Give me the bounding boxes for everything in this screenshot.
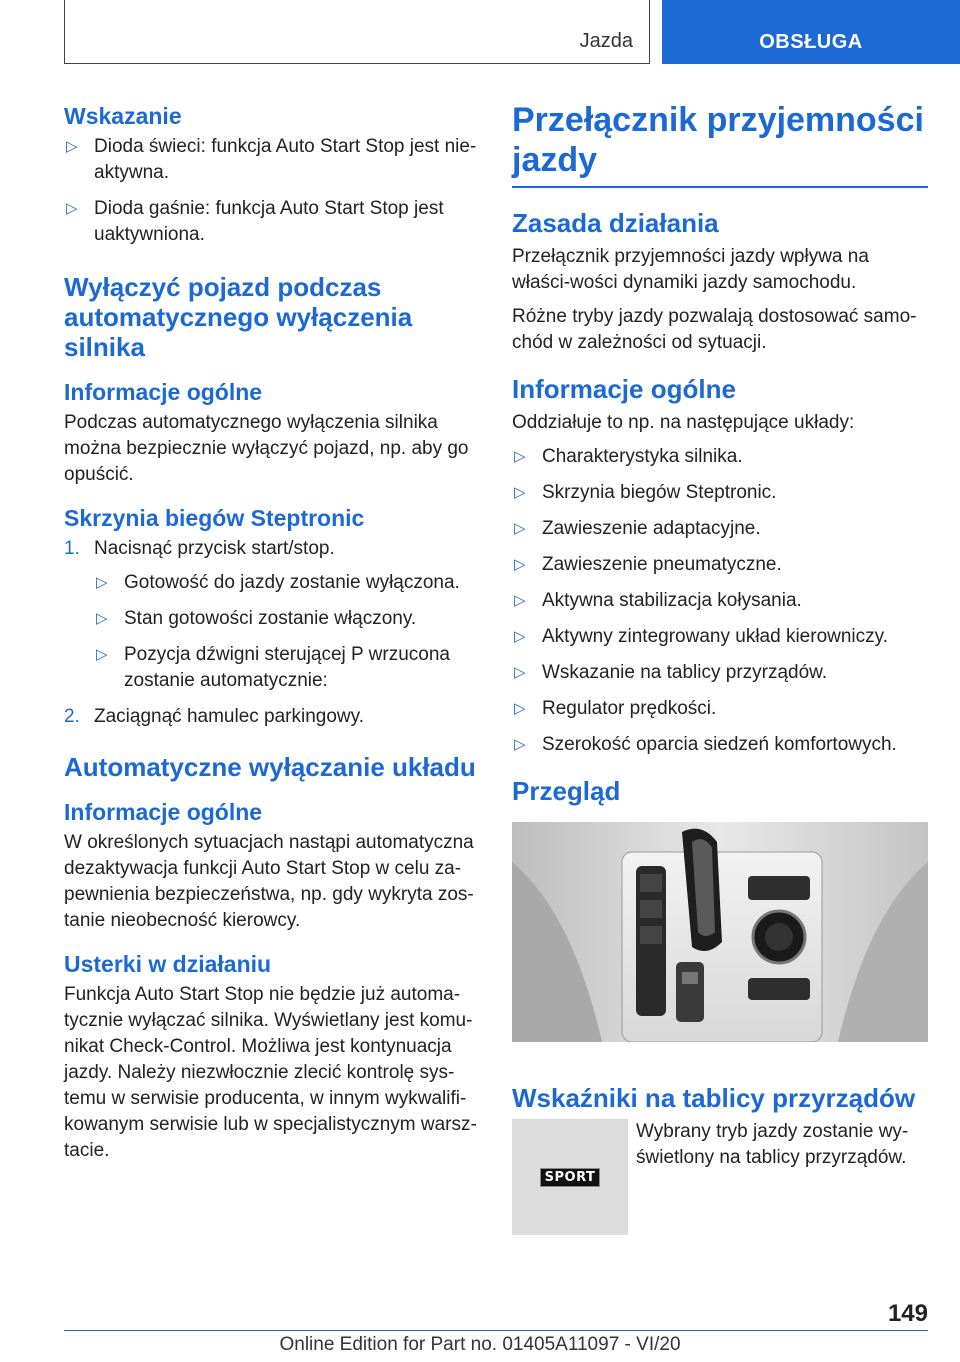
footer-divider: [64, 1330, 928, 1331]
list-item: ▷ Zawieszenie pneumatyczne.: [512, 552, 928, 578]
heading-wskazanie: Wskazanie: [64, 103, 182, 129]
heading-przelacznik: Przełącznik przyjemności jazdy: [512, 100, 928, 188]
paragraph-info-intro: Oddziałuje to np. na następujące układy:: [512, 412, 855, 433]
paragraph-wskazniki: Wybrany tryb jazdy zostanie wy-świetlony na tablicy przyrządów.: [636, 1121, 909, 1168]
left-column: [64, 96, 478, 1172]
heading-zasada-dzialania: Zasada działania: [512, 208, 719, 238]
list-item: ▷ Wskazanie na tablicy przyrządów.: [512, 660, 928, 686]
indicator-image: [512, 1119, 628, 1235]
list-item: ▷ Zawieszenie adaptacyjne.: [512, 516, 928, 542]
heading-przeglad: Przegląd: [512, 776, 621, 806]
heading-automatyczne-wylaczanie: Automatyczne wyłączanie układu: [64, 752, 476, 782]
right-column: [512, 96, 928, 1239]
list-item: ▷ Dioda świeci: funkcja Auto Start Stop jest nie-aktywna.: [64, 134, 478, 186]
list-item: ▷ Pozycja dźwigni sterującej P wrzucona zostanie automatycznie:: [94, 642, 478, 694]
list-item: ▷ Stan gotowości zostanie włączony.: [94, 606, 478, 632]
heading-wskazniki: Wskaźniki na tablicy przyrządów: [512, 1083, 916, 1113]
heading-informacje-ogolne: Informacje ogólne: [512, 374, 736, 404]
step-text: Nacisnąć przycisk start/stop.: [94, 538, 335, 559]
steptronic-steps: [64, 536, 478, 730]
list-item: ▷ Charakterystyka silnika.: [512, 444, 928, 470]
heading-informacje-ogolne: Informacje ogólne: [64, 799, 263, 825]
step-number: 2.: [64, 706, 80, 727]
paragraph-wylaczyc-info: Podczas automatycznego wyłączenia silnika można bezpiecznie wyłączyć pojazd, np. aby go opuścić.: [64, 412, 469, 485]
paragraph-zasada-2: Różne tryby jazdy pozwalają dostosować samo-chód w zależności od sytuacji.: [512, 306, 917, 353]
step-number: 1.: [64, 538, 80, 559]
header-chapter-title: OBSŁUGA: [759, 31, 863, 53]
header-section-title: Jazda: [579, 30, 633, 52]
center-console-photo: [512, 822, 928, 1042]
page-number: 149: [887, 1300, 928, 1327]
step-text: Zaciągnąć hamulec parkingowy.: [94, 706, 365, 727]
step-sublist: [94, 570, 478, 694]
list-item: ▷ Skrzynia biegów Steptronic.: [512, 480, 928, 506]
list-item: ▷ Aktywny zintegrowany układ kierowniczy.: [512, 624, 928, 650]
sport-mode-label: SPORT: [540, 1168, 601, 1187]
paragraph-zasada-1: Przełącznik przyjemności jazdy wpływa na właści-wości dynamiki jazdy samochodu.: [512, 246, 869, 293]
heading-wylaczyc-pojazd: Wyłączyć pojazd podczas automatycznego wyłączenia silnika: [64, 272, 413, 362]
indicator-block: [512, 1119, 928, 1239]
heading-informacje-ogolne: Informacje ogólne: [64, 379, 263, 405]
list-item: ▷ Szerokość oparcia siedzeń komfortowych.: [512, 732, 928, 758]
header-chapter-tab: [662, 0, 960, 64]
list-item: ▷ Aktywna stabilizacja kołysania.: [512, 588, 928, 614]
footer-edition: Online Edition for Part no. 01405A11097 - VI/20: [279, 1334, 681, 1355]
header-section-box: [64, 0, 650, 64]
systems-list: [512, 444, 928, 758]
list-item: ▷ Gotowość do jazdy zostanie wyłączona.: [94, 570, 478, 596]
list-item: ▷ Dioda gaśnie: funkcja Auto Start Stop jest uaktywniona.: [64, 196, 478, 248]
paragraph-auto-off-info: W określonych sytuacjach nastąpi automatyczna dezaktywacja funkcji Auto Start Stop w celu za-pewnienia bezpieczeństwa, np. gdy wykryta zos-tanie nieobecność kierowcy.: [64, 832, 474, 931]
step-item: [64, 536, 478, 694]
list-item: ▷ Regulator prędkości.: [512, 696, 928, 722]
heading-steptronic: Skrzynia biegów Steptronic: [64, 505, 365, 531]
step-item: [64, 704, 478, 730]
wskazanie-list: [64, 134, 478, 248]
heading-usterki: Usterki w działaniu: [64, 951, 272, 977]
paragraph-usterki: Funkcja Auto Start Stop nie będzie już automa-tycznie wyłączać silnika. Wyświetlany jest komu-nikat Check-Control. Możliwa jest kontynuacja jazdy. Należy niezwłocznie zlecić kontrolę sys-temu w serwisie producenta, w innym wykwalifi-kowanym serwisie lub w specjalistycznym warsz-tacie.: [64, 984, 477, 1161]
